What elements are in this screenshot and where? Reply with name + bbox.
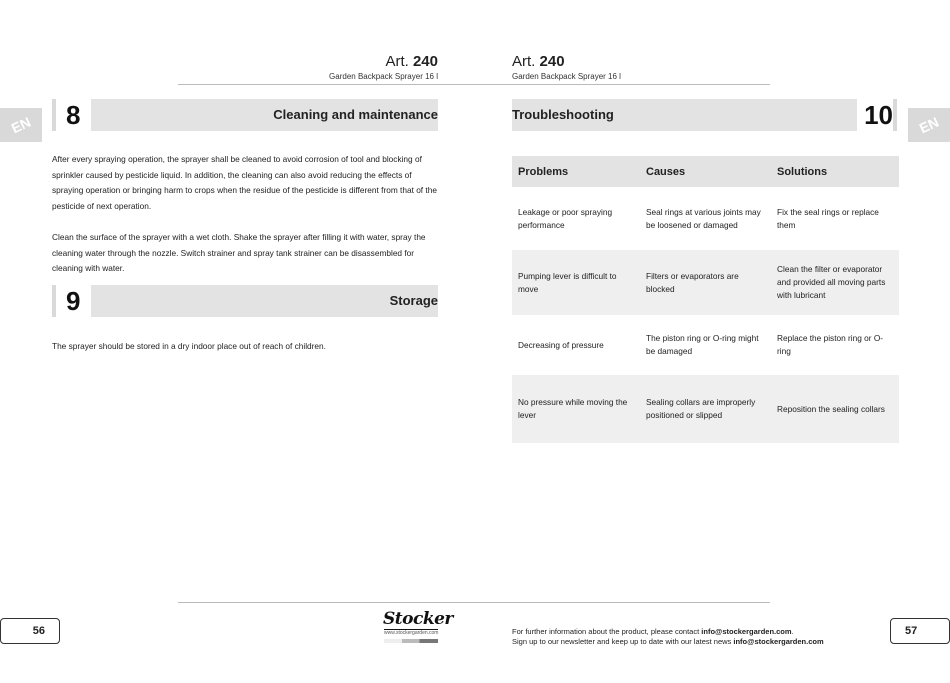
troubleshooting-table [512, 156, 899, 443]
column-header-problems: Problems [512, 156, 640, 187]
language-tab-right [908, 108, 950, 142]
art-prefix: Art. [512, 53, 536, 70]
header-left-title [385, 53, 438, 70]
section-8-paragraph-1: After every spraying operation, the sprayer shall be cleaned to avoid corrosion of tool and blocking of sprinkler caused by pesticide liquid. In addition, the cleaning can also avoid reducing the effects of spraying operation or bringing harm to crops when the residue of the pesticide is different from that of the pesticide of next operation. [52, 154, 437, 211]
info-text: . [791, 627, 794, 636]
newsletter-email: info@stockergarden.com [733, 637, 824, 646]
art-number: 240 [412, 53, 438, 70]
language-tab-left [0, 108, 42, 142]
info-text: Sign up to our newsletter and keep up to date with our latest news [512, 637, 734, 646]
header-left-subtitle: Garden Backpack Sprayer 16 l [329, 72, 438, 81]
art-prefix: Art. [385, 53, 409, 70]
stocker-logo: Stocker [383, 609, 453, 629]
footer-divider [178, 602, 770, 603]
cause-cell: Filters or evaporators are blocked [640, 250, 771, 315]
problem-cell: Pumping lever is difficult to move [512, 250, 640, 315]
language-label: EN [916, 113, 942, 137]
cause-cell: Sealing collars are improperly positioned or slipped [640, 375, 771, 443]
table-row [512, 187, 899, 250]
section-8-number: 8 [52, 99, 100, 131]
header-right-title [512, 53, 565, 70]
art-number: 240 [539, 53, 565, 70]
problem-cell: No pressure while moving the lever [512, 375, 640, 443]
cause-cell: The piston ring or O-ring might be damaged [640, 315, 771, 375]
table-row [512, 250, 899, 315]
page-number-right: 57 [890, 618, 950, 644]
language-label: EN [8, 113, 34, 137]
logo-url: www.stockergarden.com [384, 630, 439, 636]
column-header-causes: Causes [640, 156, 771, 187]
section-8-paragraph-2: Clean the surface of the sprayer with a wet cloth. Shake the sprayer after filling it with water, spray the cleaning water through the nozzle. Switch strainer and spray tank strainer can be disassembled for cleaning with water. [52, 232, 426, 273]
section-9-paragraph: The sprayer should be stored in a dry indoor place out of reach of children. [52, 341, 326, 351]
table-row [512, 315, 899, 375]
solution-cell: Reposition the sealing collars [771, 375, 899, 443]
table-header-row [512, 156, 899, 187]
cause-cell: Seal rings at various joints may be loosened or damaged [640, 187, 771, 250]
column-header-solutions: Solutions [771, 156, 899, 187]
problem-cell: Decreasing of pressure [512, 315, 640, 375]
solution-cell: Clean the filter or evaporator and provided all moving parts with lubricant [771, 250, 899, 315]
problem-cell: Leakage or poor spraying performance [512, 187, 640, 250]
header-right-subtitle: Garden Backpack Sprayer 16 l [512, 72, 621, 81]
section-9-number: 9 [52, 285, 100, 317]
section-8-title: Cleaning and maintenance [91, 99, 438, 131]
footer-info-line-2 [512, 637, 824, 647]
header-divider [178, 84, 770, 85]
table-row [512, 375, 899, 443]
info-text: For further information about the product, please contact [512, 627, 702, 636]
section-9-title: Storage [91, 285, 438, 317]
solution-cell: Replace the piston ring or O-ring [771, 315, 899, 375]
contact-email: info@stockergarden.com [701, 627, 792, 636]
section-10-number: 10 [859, 99, 897, 131]
section-10-title: Troubleshooting [512, 99, 857, 131]
solution-cell: Fix the seal rings or replace them [771, 187, 899, 250]
footer-info-line-1 [512, 627, 794, 637]
page-number-left: 56 [0, 618, 60, 644]
logo-stripe [384, 639, 438, 643]
